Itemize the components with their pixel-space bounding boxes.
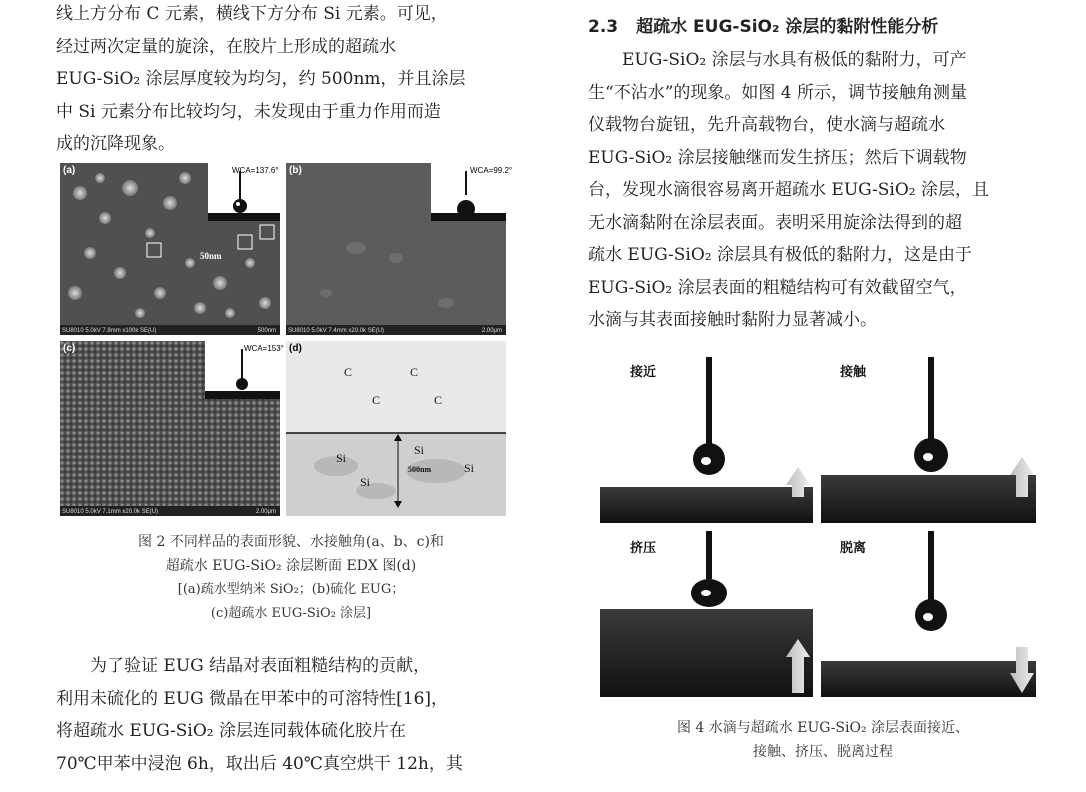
contact-angle-label: WCA=137.6° (232, 166, 279, 175)
figure-2 (60, 163, 513, 516)
panel-b (286, 163, 513, 335)
carbon-mark: C (372, 393, 381, 407)
section-heading (588, 12, 938, 37)
sem-info: SU8010 5.0kV 7.4mm x20.0k SE(U) (288, 328, 385, 334)
text-line: 疏水 EUG-SiO₂ 涂层具有极低的黏附力，这是由于 (588, 245, 973, 265)
edx-image-d (286, 341, 506, 516)
contact-angle-label: WCA=99.2° (470, 166, 513, 175)
scale-bar-label: 2.00μm (481, 328, 502, 334)
text-line: EUG-SiO₂ 涂层与水具有极低的黏附力，可产 (622, 50, 967, 70)
figure-2-caption (56, 530, 526, 626)
droplet-sequence-image (600, 357, 1036, 697)
silicon-mark: Si (336, 451, 347, 465)
panel-label: (a) (63, 165, 76, 176)
text-line: 经过两次定量的旋涂，在胶片上形成的超疏水 (56, 36, 396, 57)
silicon-mark: Si (464, 461, 475, 475)
text-line: 为了验证 EUG 结晶对表面粗糙结构的贡献， (90, 656, 431, 676)
section-title: 超疏水 EUG-SiO₂ 涂层的黏附性能分析 (636, 17, 939, 37)
panel-a (60, 163, 280, 335)
text-line: 将超疏水 EUG-SiO₂ 涂层连同载体硫化胶片在 (56, 721, 407, 741)
carbon-mark: C (434, 393, 443, 407)
detach-label: 脱离 (840, 541, 867, 556)
caption-line: 接触、挤压、脱离过程 (753, 744, 893, 760)
text-line: 水滴与其表面接触时黏附力显著减小。 (588, 310, 877, 330)
sem-image-c (60, 341, 280, 516)
caption-line: 超疏水 EUG-SiO₂ 涂层断面 EDX 图(d) (165, 558, 417, 574)
panel-c (60, 341, 284, 516)
section-number: 2.3 (588, 17, 619, 37)
carbon-mark: C (410, 365, 419, 379)
caption-line: 图 2 不同样品的表面形貌、水接触角(a、b、c)和 (138, 534, 444, 550)
panel-label: (d) (289, 343, 302, 354)
carbon-mark: C (344, 365, 353, 379)
approach-label: 接近 (630, 365, 657, 380)
panel-label: (b) (289, 165, 302, 176)
text-line: 仪载物台旋钮，先升高载物台，使水滴与超疏水 (588, 115, 945, 135)
text-line: 中 Si 元素分布比较均匀，未发现由于重力作用而造 (56, 101, 441, 122)
left-paragraph-1 (56, 0, 526, 161)
text-line: EUG-SiO₂ 涂层表面的粗糙结构可有效截留空气， (588, 277, 967, 298)
caption-line: (c)超疏水 EUG-SiO₂ 涂层] (210, 606, 372, 621)
figure-4 (600, 357, 1036, 697)
scale-bar-label: 500nm (257, 328, 276, 334)
text-line: 线上方分布 C 元素，横线下方分布 Si 元素。可见， (56, 4, 448, 24)
text-line: 生“不沾水”的现象。如图 4 所示，调节接触角测量 (588, 82, 968, 103)
text-line: 成的沉降现象。 (56, 134, 175, 154)
text-line: 无水滴黏附在涂层表面。表明采用旋涂法得到的超 (588, 212, 962, 233)
sem-image-a (60, 163, 280, 335)
sem-info: SU8010 5.0kV 7.1mm x20.0k SE(U) (62, 509, 159, 515)
panel-d (286, 341, 506, 516)
panel-label: (c) (63, 343, 76, 354)
scale-bar-label: 2.00μm (255, 509, 276, 515)
right-paragraph (588, 44, 1058, 337)
text-line: EUG-SiO₂ 涂层接触继而发生挤压；然后下调载物 (588, 147, 967, 168)
text-line: 利用未硫化的 EUG 微晶在甲苯中的可溶特性[16]， (56, 688, 449, 709)
sem-image-b (286, 163, 506, 335)
text-line: 台，发现水滴很容易离开超疏水 EUG-SiO₂ 涂层，且 (588, 180, 990, 200)
squeeze-label: 挤压 (630, 541, 657, 556)
text-line: 70℃甲苯中浸泡 6h，取出后 40℃真空烘干 12h，其 (56, 753, 463, 774)
contact-label: 接触 (840, 365, 867, 380)
thickness-label: 500nm (408, 465, 432, 474)
figure-4-caption (588, 716, 1058, 764)
caption-line: [(a)疏水型纳米 SiO₂；(b)硫化 EUG； (177, 582, 405, 597)
left-paragraph-2 (56, 650, 526, 780)
text-line: EUG-SiO₂ 涂层厚度较为均匀，约 500nm，并且涂层 (56, 69, 466, 89)
sem-info: SU8010 5.0kV 7.8mm x100k SE(U) (62, 328, 157, 334)
silicon-mark: Si (360, 475, 371, 489)
contact-angle-label: WCA=153° (244, 344, 284, 353)
scale-label: 50nm (200, 251, 222, 261)
silicon-mark: Si (414, 443, 425, 457)
caption-line: 图 4 水滴与超疏水 EUG-SiO₂ 涂层表面接近、 (676, 720, 970, 736)
